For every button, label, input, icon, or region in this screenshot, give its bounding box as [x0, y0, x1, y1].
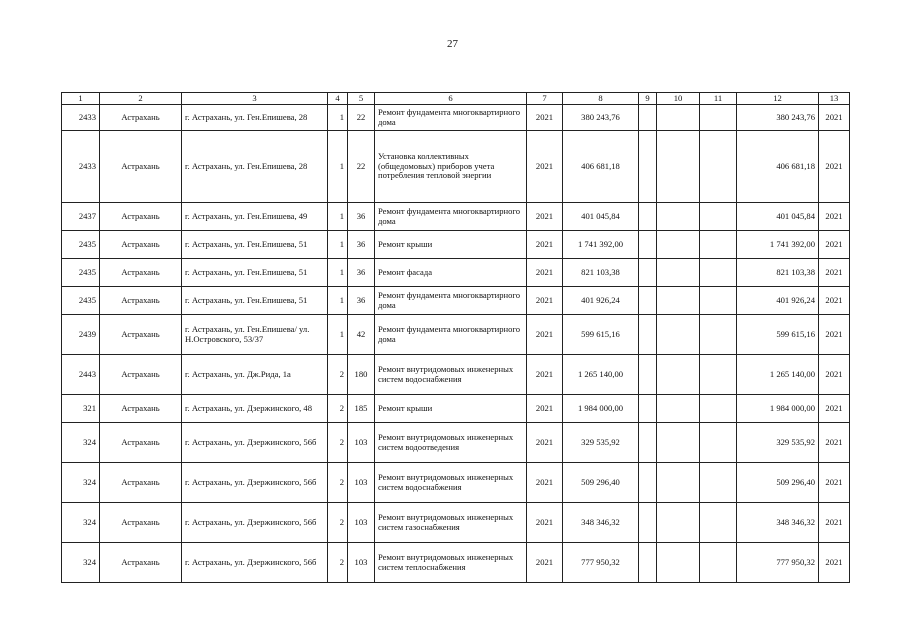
- col-4-cell: 1: [328, 203, 348, 231]
- col-10-cell: [657, 463, 700, 503]
- col-9-cell: [639, 315, 657, 355]
- year-cell: 2021: [527, 463, 563, 503]
- col-4-cell: 1: [328, 287, 348, 315]
- year-cell: 2021: [527, 423, 563, 463]
- column-header-10: 10: [657, 93, 700, 105]
- address-cell: г. Астрахань, ул. Ген.Епишева, 51: [182, 259, 328, 287]
- col-9-cell: [639, 131, 657, 203]
- column-header-11: 11: [700, 93, 737, 105]
- total-cost-cell: 380 243,76: [737, 105, 819, 131]
- col-9-cell: [639, 105, 657, 131]
- completion-year-cell: 2021: [819, 105, 850, 131]
- cost-cell: 406 681,18: [563, 131, 639, 203]
- col-11-cell: [700, 131, 737, 203]
- table-row: [62, 231, 850, 259]
- cost-cell: 1 265 140,00: [563, 355, 639, 395]
- work-type-cell: Установка коллективных (общедомовых) приборов учета потребления тепловой энергии: [375, 131, 527, 203]
- col-11-cell: [700, 231, 737, 259]
- year-cell: 2021: [527, 355, 563, 395]
- col-10-cell: [657, 315, 700, 355]
- col-9-cell: [639, 231, 657, 259]
- year-cell: 2021: [527, 315, 563, 355]
- address-cell: г. Астрахань, ул. Дзержинского, 56б: [182, 463, 328, 503]
- address-cell: г. Астрахань, ул. Ген.Епишева, 28: [182, 131, 328, 203]
- cost-cell: 777 950,32: [563, 543, 639, 583]
- column-header-12: 12: [737, 93, 819, 105]
- completion-year-cell: 2021: [819, 259, 850, 287]
- column-header-13: 13: [819, 93, 850, 105]
- total-cost-cell: 348 346,32: [737, 503, 819, 543]
- col-5-cell: 103: [348, 463, 375, 503]
- address-cell: г. Астрахань, ул. Ген.Епишева, 51: [182, 231, 328, 259]
- cost-cell: 329 535,92: [563, 423, 639, 463]
- column-header-4: 4: [328, 93, 348, 105]
- total-cost-cell: 509 296,40: [737, 463, 819, 503]
- col-5-cell: 42: [348, 315, 375, 355]
- year-cell: 2021: [527, 543, 563, 583]
- col-4-cell: 1: [328, 105, 348, 131]
- col-11-cell: [700, 259, 737, 287]
- col-10-cell: [657, 131, 700, 203]
- address-cell: г. Астрахань, ул. Ген.Епишева, 49: [182, 203, 328, 231]
- address-cell: г. Астрахань, ул. Ген.Епишева/ ул. Н.Островского, 53/37: [182, 315, 328, 355]
- municipality-cell: Астрахань: [100, 355, 182, 395]
- total-cost-cell: 406 681,18: [737, 131, 819, 203]
- col-4-cell: 2: [328, 355, 348, 395]
- work-type-cell: Ремонт фундамента многоквартирного дома: [375, 287, 527, 315]
- table-row: [62, 543, 850, 583]
- col-9-cell: [639, 287, 657, 315]
- table-row: [62, 105, 850, 131]
- col-11-cell: [700, 395, 737, 423]
- col-11-cell: [700, 315, 737, 355]
- col-10-cell: [657, 203, 700, 231]
- program-number-cell: 324: [62, 543, 100, 583]
- completion-year-cell: 2021: [819, 543, 850, 583]
- column-header-1: 1: [62, 93, 100, 105]
- total-cost-cell: 401 045,84: [737, 203, 819, 231]
- program-number-cell: 324: [62, 503, 100, 543]
- program-number-cell: 2435: [62, 259, 100, 287]
- year-cell: 2021: [527, 131, 563, 203]
- col-11-cell: [700, 463, 737, 503]
- col-4-cell: 1: [328, 315, 348, 355]
- program-number-cell: 321: [62, 395, 100, 423]
- municipality-cell: Астрахань: [100, 105, 182, 131]
- col-5-cell: 22: [348, 105, 375, 131]
- address-cell: г. Астрахань, ул. Ген.Епишева, 51: [182, 287, 328, 315]
- col-4-cell: 2: [328, 395, 348, 423]
- work-type-cell: Ремонт фундамента многоквартирного дома: [375, 203, 527, 231]
- col-9-cell: [639, 395, 657, 423]
- cost-cell: 380 243,76: [563, 105, 639, 131]
- completion-year-cell: 2021: [819, 231, 850, 259]
- col-9-cell: [639, 423, 657, 463]
- cost-cell: 401 045,84: [563, 203, 639, 231]
- column-header-5: 5: [348, 93, 375, 105]
- col-11-cell: [700, 105, 737, 131]
- col-4-cell: 1: [328, 131, 348, 203]
- completion-year-cell: 2021: [819, 463, 850, 503]
- cost-cell: 509 296,40: [563, 463, 639, 503]
- col-4-cell: 2: [328, 463, 348, 503]
- address-cell: г. Астрахань, ул. Дзержинского, 56б: [182, 503, 328, 543]
- table-row: [62, 395, 850, 423]
- total-cost-cell: 401 926,24: [737, 287, 819, 315]
- cost-cell: 1 984 000,00: [563, 395, 639, 423]
- col-5-cell: 103: [348, 503, 375, 543]
- address-cell: г. Астрахань, ул. Дзержинского, 56б: [182, 423, 328, 463]
- col-10-cell: [657, 287, 700, 315]
- col-9-cell: [639, 203, 657, 231]
- address-cell: г. Астрахань, ул. Дзержинского, 56б: [182, 543, 328, 583]
- address-cell: г. Астрахань, ул. Дзержинского, 48: [182, 395, 328, 423]
- municipality-cell: Астрахань: [100, 395, 182, 423]
- col-11-cell: [700, 543, 737, 583]
- municipality-cell: Астрахань: [100, 203, 182, 231]
- completion-year-cell: 2021: [819, 423, 850, 463]
- completion-year-cell: 2021: [819, 131, 850, 203]
- table-row: [62, 131, 850, 203]
- col-9-cell: [639, 355, 657, 395]
- work-type-cell: Ремонт внутридомовых инженерных систем теплоснабжения: [375, 543, 527, 583]
- municipality-cell: Астрахань: [100, 503, 182, 543]
- column-number-header-row: [62, 93, 850, 105]
- cost-cell: 821 103,38: [563, 259, 639, 287]
- col-11-cell: [700, 355, 737, 395]
- completion-year-cell: 2021: [819, 287, 850, 315]
- table-row: [62, 355, 850, 395]
- address-cell: г. Астрахань, ул. Дж.Рида, 1а: [182, 355, 328, 395]
- col-5-cell: 36: [348, 287, 375, 315]
- year-cell: 2021: [527, 105, 563, 131]
- col-4-cell: 2: [328, 503, 348, 543]
- total-cost-cell: 1 741 392,00: [737, 231, 819, 259]
- col-5-cell: 103: [348, 423, 375, 463]
- table-row: [62, 503, 850, 543]
- work-type-cell: Ремонт крыши: [375, 231, 527, 259]
- column-header-2: 2: [100, 93, 182, 105]
- program-number-cell: 2435: [62, 287, 100, 315]
- total-cost-cell: 1 984 000,00: [737, 395, 819, 423]
- work-type-cell: Ремонт крыши: [375, 395, 527, 423]
- program-number-cell: 324: [62, 463, 100, 503]
- completion-year-cell: 2021: [819, 395, 850, 423]
- col-4-cell: 2: [328, 543, 348, 583]
- column-header-8: 8: [563, 93, 639, 105]
- work-type-cell: Ремонт внутридомовых инженерных систем водоснабжения: [375, 463, 527, 503]
- col-9-cell: [639, 503, 657, 543]
- cost-cell: 599 615,16: [563, 315, 639, 355]
- municipality-cell: Астрахань: [100, 463, 182, 503]
- table-row: [62, 423, 850, 463]
- table-row: [62, 259, 850, 287]
- work-type-cell: Ремонт внутридомовых инженерных систем газоснабжения: [375, 503, 527, 543]
- total-cost-cell: 821 103,38: [737, 259, 819, 287]
- col-10-cell: [657, 503, 700, 543]
- col-11-cell: [700, 203, 737, 231]
- municipality-cell: Астрахань: [100, 315, 182, 355]
- year-cell: 2021: [527, 395, 563, 423]
- cost-cell: 348 346,32: [563, 503, 639, 543]
- completion-year-cell: 2021: [819, 355, 850, 395]
- program-number-cell: 2439: [62, 315, 100, 355]
- program-number-cell: 2433: [62, 105, 100, 131]
- year-cell: 2021: [527, 259, 563, 287]
- year-cell: 2021: [527, 231, 563, 259]
- total-cost-cell: 777 950,32: [737, 543, 819, 583]
- column-header-9: 9: [639, 93, 657, 105]
- completion-year-cell: 2021: [819, 315, 850, 355]
- program-number-cell: 2437: [62, 203, 100, 231]
- table-row: [62, 287, 850, 315]
- col-11-cell: [700, 423, 737, 463]
- col-4-cell: 2: [328, 423, 348, 463]
- col-5-cell: 36: [348, 203, 375, 231]
- work-type-cell: Ремонт внутридомовых инженерных систем водоотведения: [375, 423, 527, 463]
- col-10-cell: [657, 231, 700, 259]
- col-5-cell: 180: [348, 355, 375, 395]
- column-header-3: 3: [182, 93, 328, 105]
- municipality-cell: Астрахань: [100, 131, 182, 203]
- col-11-cell: [700, 287, 737, 315]
- col-9-cell: [639, 463, 657, 503]
- column-header-6: 6: [375, 93, 527, 105]
- col-4-cell: 1: [328, 259, 348, 287]
- col-5-cell: 22: [348, 131, 375, 203]
- program-number-cell: 2433: [62, 131, 100, 203]
- completion-year-cell: 2021: [819, 503, 850, 543]
- col-5-cell: 103: [348, 543, 375, 583]
- work-type-cell: Ремонт фундамента многоквартирного дома: [375, 315, 527, 355]
- table-row: [62, 463, 850, 503]
- municipality-cell: Астрахань: [100, 543, 182, 583]
- municipality-cell: Астрахань: [100, 287, 182, 315]
- col-9-cell: [639, 259, 657, 287]
- program-number-cell: 2435: [62, 231, 100, 259]
- col-10-cell: [657, 355, 700, 395]
- table-row: [62, 203, 850, 231]
- work-type-cell: Ремонт фасада: [375, 259, 527, 287]
- page-number: 27: [447, 38, 458, 50]
- col-10-cell: [657, 259, 700, 287]
- col-10-cell: [657, 423, 700, 463]
- col-4-cell: 1: [328, 231, 348, 259]
- col-11-cell: [700, 503, 737, 543]
- col-9-cell: [639, 543, 657, 583]
- col-10-cell: [657, 543, 700, 583]
- completion-year-cell: 2021: [819, 203, 850, 231]
- col-5-cell: 36: [348, 231, 375, 259]
- col-10-cell: [657, 105, 700, 131]
- col-5-cell: 36: [348, 259, 375, 287]
- col-10-cell: [657, 395, 700, 423]
- column-header-7: 7: [527, 93, 563, 105]
- total-cost-cell: 329 535,92: [737, 423, 819, 463]
- municipality-cell: Астрахань: [100, 259, 182, 287]
- year-cell: 2021: [527, 287, 563, 315]
- repair-program-table: [61, 92, 850, 583]
- total-cost-cell: 599 615,16: [737, 315, 819, 355]
- total-cost-cell: 1 265 140,00: [737, 355, 819, 395]
- address-cell: г. Астрахань, ул. Ген.Епишева, 28: [182, 105, 328, 131]
- table-body: [62, 105, 850, 583]
- program-number-cell: 324: [62, 423, 100, 463]
- work-type-cell: Ремонт фундамента многоквартирного дома: [375, 105, 527, 131]
- municipality-cell: Астрахань: [100, 423, 182, 463]
- program-number-cell: 2443: [62, 355, 100, 395]
- table-row: [62, 315, 850, 355]
- cost-cell: 401 926,24: [563, 287, 639, 315]
- cost-cell: 1 741 392,00: [563, 231, 639, 259]
- year-cell: 2021: [527, 203, 563, 231]
- col-5-cell: 185: [348, 395, 375, 423]
- municipality-cell: Астрахань: [100, 231, 182, 259]
- work-type-cell: Ремонт внутридомовых инженерных систем водоснабжения: [375, 355, 527, 395]
- year-cell: 2021: [527, 503, 563, 543]
